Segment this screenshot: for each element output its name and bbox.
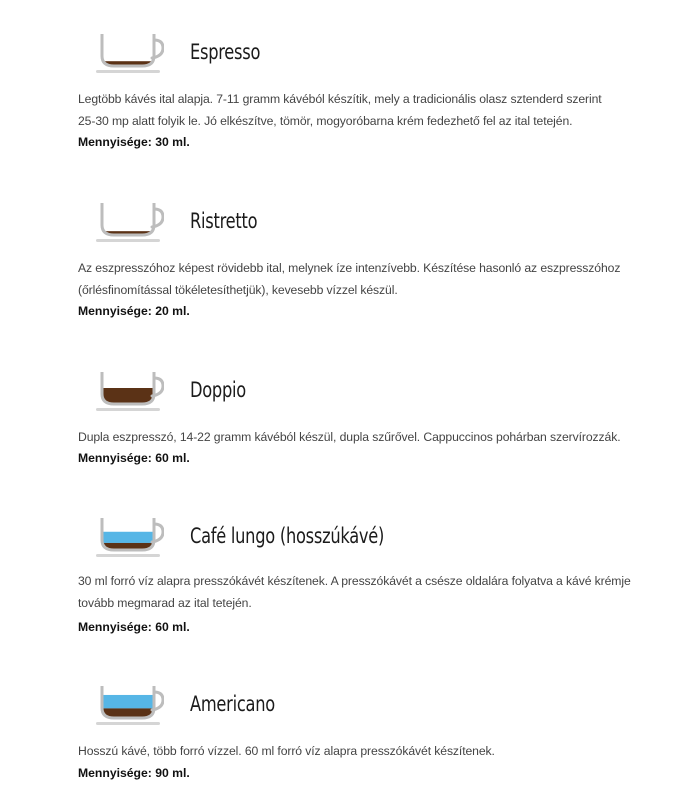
drink-quantity: Mennyisége: 20 ml. [78,304,190,318]
drink-espresso [0,28,679,149]
ristretto-cup-icon [94,197,164,245]
drink-description: Dupla eszpresszó, 14-22 gramm kávéból készül, dupla szűrővel. Cappuccinos pohárban szervírozzák. [78,430,621,444]
drink-name: Ristretto [190,209,258,233]
saucer [96,70,160,73]
drink-name: Espresso [190,40,261,64]
drink-quantity: Mennyisége: 30 ml. [78,135,190,149]
water-layer [102,695,154,708]
drink-description: Legtöbb kávés ital alapja. 7-11 gramm kávéból készítik, mely a tradicionális olasz sztenderd szerint 25-30 mp alatt folyik le. Jó elkészítve, tömör, mogyoróbarna krém fedezhető fel az ital tetején. [78,92,602,128]
drink-name: Doppio [190,378,246,402]
drink-description: 30 ml forró víz alapra presszókávét készítenek. A presszókávét a csésze oldalára folyatva a kávé krémje tovább megmarad az ital tetején. [78,574,631,610]
drink-description: Hosszú kávé, több forró vízzel. 60 ml forró víz alapra presszókávét készítenek. [78,744,495,758]
drink-lungo [0,512,679,634]
doppio-cup-icon [94,366,164,414]
cup-outline [102,203,154,235]
espresso-cup-icon [94,28,164,76]
drink-description: Az eszpresszóhoz képest rövidebb ital, melynek íze intenzívebb. Készítése hasonló az eszpresszóhoz (őrlésfinomítással tökéletesíthetjük), kevesebb vízzel készül. [78,261,621,297]
drink-quantity: Mennyisége: 90 ml. [78,766,190,780]
drink-name: Café lungo (hosszúkávé) [190,524,385,548]
drink-americano [0,680,679,780]
drink-ristretto [0,197,679,318]
lungo-cup-icon [94,512,164,560]
americano-cup-icon [94,680,164,728]
saucer [96,408,160,411]
saucer [96,239,160,242]
saucer [96,554,160,557]
drink-name: Americano [190,692,275,716]
drink-doppio [0,366,679,465]
drink-quantity: Mennyisége: 60 ml. [78,451,190,465]
saucer [96,722,160,725]
drink-quantity: Mennyisége: 60 ml. [78,620,190,634]
water-layer [102,532,154,543]
